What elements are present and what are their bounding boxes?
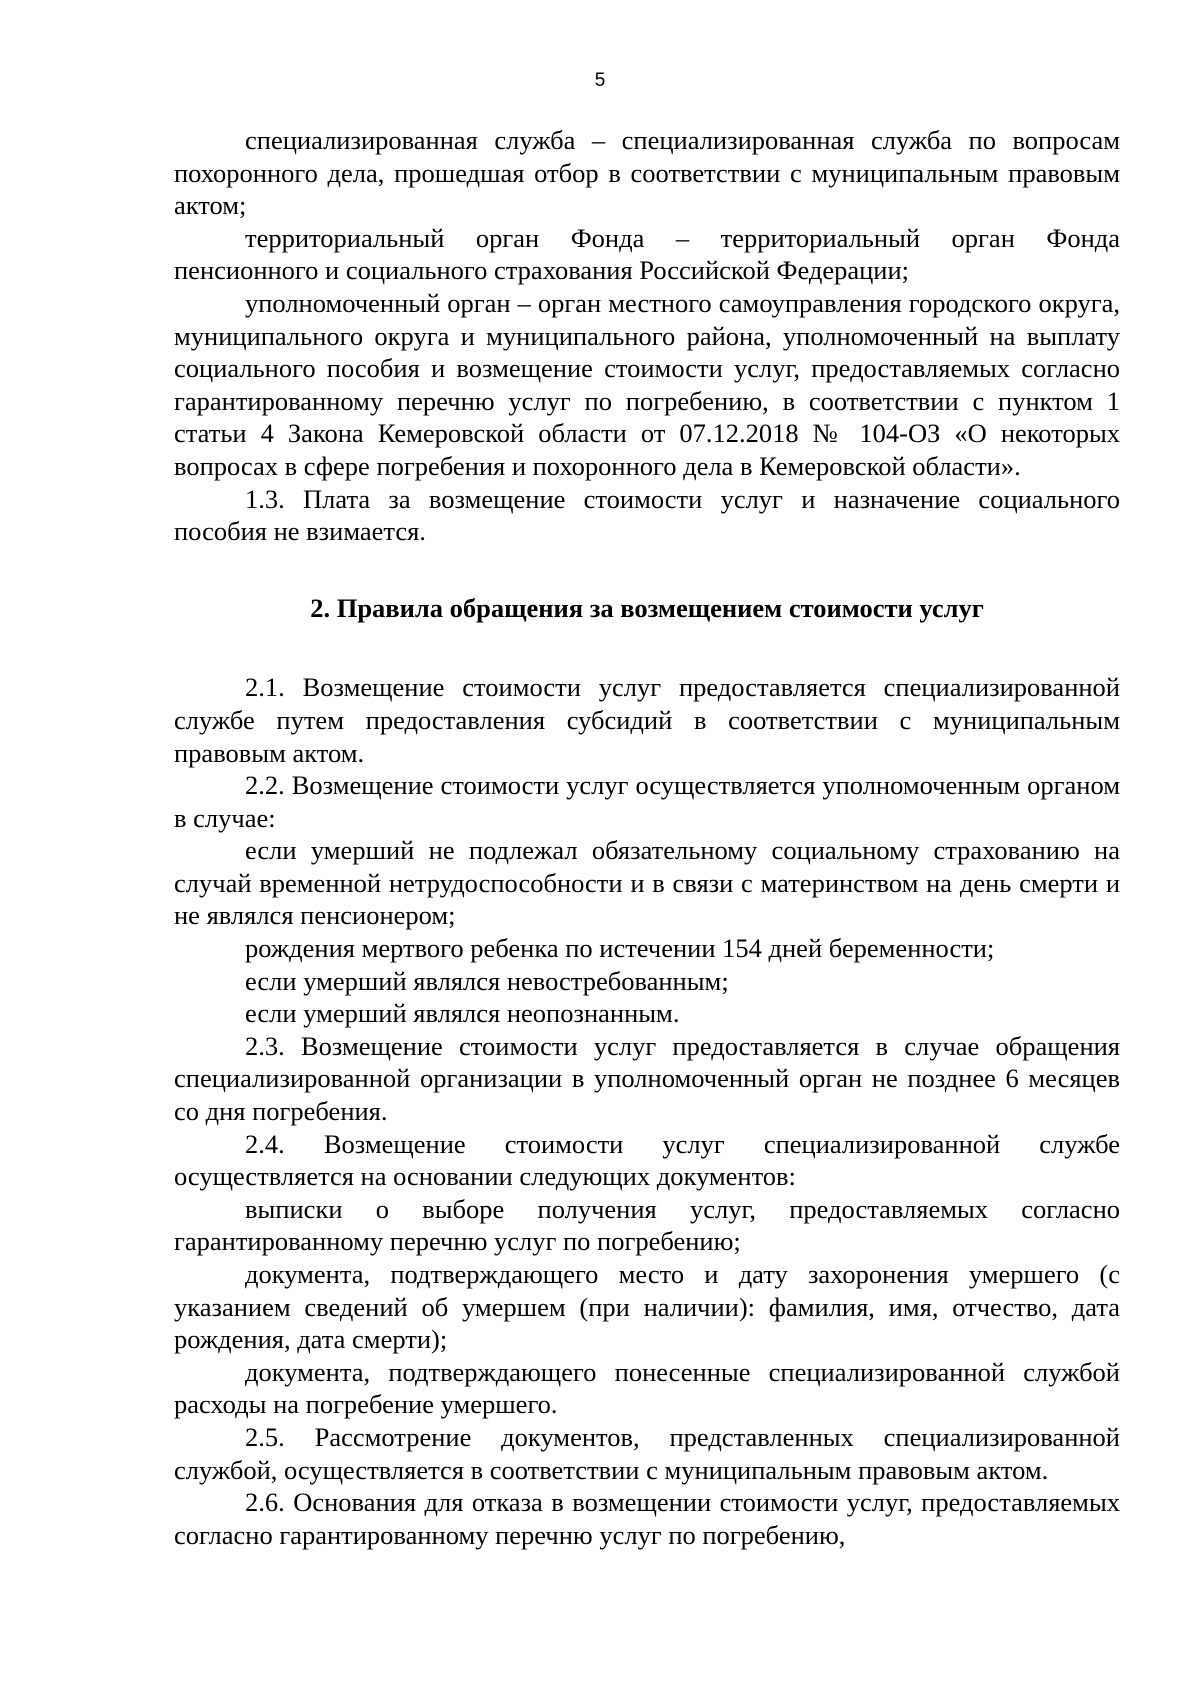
paragraph: документа, подтверждающего место и дату захоронения умершего (с указанием сведений об умершем (при наличии): фамилия, имя, отчество, дата рождения, дата смерти); (174, 1259, 1120, 1355)
paragraph: 2.4. Возмещение стоимости услуг специализированной службе осуществляется на основании следующих документов: (174, 1128, 1120, 1192)
paragraph: 1.3. Плата за возмещение стоимости услуг и назначение социального пособия не взимается. (174, 483, 1120, 547)
paragraph: 2.6. Основания для отказа в возмещении стоимости услуг, предоставляемых согласно гарантированному перечню услуг по погребению, (174, 1487, 1120, 1550)
paragraph: если умерший не подлежал обязательному социальному страхованию на случай временной нетрудоспособности и в связи с материнством на день смерти и не являлся пенсионером; (174, 835, 1120, 931)
section-heading: 2. Правила обращения за возмещением стоимости услуг (310, 592, 984, 623)
paragraph: рождения мертвого ребенка по истечении 154 дней беременности; (245, 933, 995, 964)
paragraph: документа, подтверждающего понесенные специализированной службой расходы на погребение умершего. (174, 1356, 1120, 1420)
paragraph: выписки о выборе получения услуг, предоставляемых согласно гарантированному перечню услуг по погребению; (174, 1193, 1120, 1257)
paragraph: 2.2. Возмещение стоимости услуг осуществляется уполномоченным органом в случае: (174, 770, 1120, 833)
paragraph: если умерший являлся невостребованным; (245, 965, 729, 996)
paragraph: 2.3. Возмещение стоимости услуг предоставляется в случае обращения специализированной организации в уполномоченный орган не позднее 6 месяцев со дня погребения. (174, 1030, 1120, 1127)
paragraph: 2.1. Возмещение стоимости услуг предоставляется специализированной службе путем предоставления субсидий в соответствии с муниципальным правовым актом. (174, 672, 1120, 768)
paragraph: уполномоченный орган – орган местного самоуправления городского округа, муниципального округа и муниципального района, уполномоченный на выплату социального пособия и возмещение стоимости услуг, предоставляемых согласно гарантированному перечню услуг по погребению, в соответствии с пунктом 1 статьи 4 Закона Кемеровской области от 07.12.2018 № 104-ОЗ «О некоторых вопросах в сфере погребения и похоронного дела в Кемеровской области». (174, 287, 1120, 481)
paragraph: если умерший являлся неопознанным. (245, 998, 680, 1029)
paragraph: территориальный орган Фонда – территориальный орган Фонда пенсионного и социального страхования Российской Федерации; (174, 222, 1120, 286)
paragraph: специализированная служба – специализированная служба по вопросам похоронного дела, прошедшая отбор в соответствии с муниципальным правовым актом; (174, 125, 1120, 221)
paragraph: 2.5. Рассмотрение документов, представленных специализированной службой, осуществляется в соответствии с муниципальным правовым актом. (174, 1421, 1120, 1485)
document-body (174, 124, 1120, 1551)
page-number: 5 (594, 70, 606, 91)
